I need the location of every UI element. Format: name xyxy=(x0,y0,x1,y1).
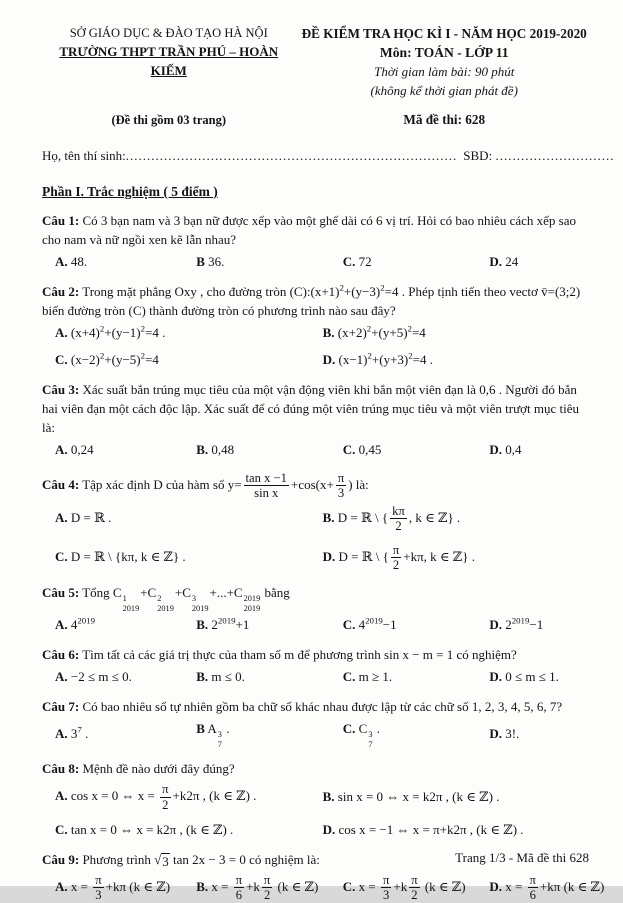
questions-list xyxy=(42,212,605,903)
math-sqrt xyxy=(154,853,170,870)
option-key: A. xyxy=(55,254,68,270)
math-den: 2 xyxy=(263,888,271,903)
question-options xyxy=(42,872,605,903)
question-body: Mệnh đề nào dưới đây đúng? xyxy=(82,761,235,777)
math-ssub: 2019 xyxy=(191,603,209,613)
math-ssup: 3 xyxy=(191,594,197,604)
question xyxy=(42,698,593,750)
answer-option-a xyxy=(55,668,192,687)
math-frac xyxy=(234,873,244,903)
school-name: TRƯỜNG THPT TRẦN PHÚ – HOÀN KIẾM xyxy=(59,44,279,78)
candidate-name-dots: .............................................................................. xyxy=(125,147,458,163)
option-key: D. xyxy=(322,548,336,564)
answer-option-d xyxy=(489,873,605,903)
answer-option-d xyxy=(323,543,597,573)
exam-code: Mã đề thi: 628 xyxy=(403,111,486,127)
question xyxy=(42,760,593,840)
option-text: −2 ≤ m ≤ 0. xyxy=(70,668,132,684)
exam-duration: Thời gian làm bài: 90 phút xyxy=(374,63,515,79)
option-key: C. xyxy=(342,878,356,894)
answer-option-a xyxy=(55,873,192,903)
math-frac xyxy=(93,873,103,903)
option-key: D. xyxy=(322,822,336,838)
question xyxy=(42,283,593,370)
answer-option-a xyxy=(55,253,192,272)
answer-option-c xyxy=(55,351,319,370)
option-text: D = ℝ \ { $\frac{\pi}{2}$ +kπ, k ∈ ℤ} . xyxy=(338,542,475,573)
answer-option-b xyxy=(196,616,339,635)
option-text: 36. xyxy=(208,254,225,270)
math-frac xyxy=(409,873,419,903)
option-text: 3!. xyxy=(505,726,520,742)
answer-option-d xyxy=(489,253,605,272)
option-key: C. xyxy=(55,352,68,368)
option-text: $4^{2019}$ xyxy=(70,615,96,633)
math-sup: 2019 xyxy=(217,615,236,626)
question-body: Trong mặt phẳng Oxy , cho đường tròn $(C):(x+1)^2+(y-3)^2=4$ . Phép tịnh tiến theo vectơ v̄=(3;2) biến đường tròn (C) thành đường tròn có phương trình nào sau đây? xyxy=(42,282,581,318)
question-body: Tập xác định D của hàm số y= $\frac{\text{tan x −1}}{\text{sin x}}$ +cos(x+ $\frac{\pi}{3}$ ) là: xyxy=(82,470,369,501)
math-ssub: 7 xyxy=(368,739,373,749)
option-key: C. xyxy=(342,441,356,457)
math-sup: 2 xyxy=(140,323,146,334)
option-key: A. xyxy=(55,617,68,633)
question-body: Xác suất bắn trúng mục tiêu của một vận động viên khi bắn một viên đạn là 0,6 . Người đó bắn hai viên đạn một cách độc lập. Xác suất để có đúng một viên trúng mục tiêu và một viên trượt mục tiêu là: xyxy=(42,382,580,435)
math-sup: 2 xyxy=(407,323,412,334)
question-text xyxy=(42,212,593,250)
question-label: Câu 7: xyxy=(42,698,80,714)
question-text xyxy=(42,646,593,665)
math-supsub xyxy=(192,594,209,613)
answer-option-d xyxy=(489,668,605,687)
option-key: D. xyxy=(322,352,336,368)
option-text: 0,48 xyxy=(211,441,235,457)
math-num: π xyxy=(392,542,400,557)
question xyxy=(42,646,593,687)
option-key: A. xyxy=(55,726,68,742)
math-supsub xyxy=(218,730,222,749)
math-den: 3 xyxy=(337,486,345,501)
option-text: cos x = 0 ⇔ x = $\frac{\pi}{2}$ +k2π , (k ∈ ℤ) . xyxy=(70,782,257,812)
math-frac xyxy=(336,471,346,501)
math-frac xyxy=(390,504,407,534)
option-key: D. xyxy=(489,441,502,457)
answer-option-b xyxy=(196,668,339,687)
answer-option-c xyxy=(343,873,486,903)
option-text: D = ℝ \ {kπ, k ∈ ℤ} . xyxy=(70,549,186,565)
option-text: x = $\frac{\pi}{3}$ +kπ (k ∈ ℤ) xyxy=(70,872,171,903)
math-den: 2 xyxy=(395,519,402,534)
math-sup: 2 xyxy=(99,351,105,362)
question-options xyxy=(42,668,593,687)
math-frac xyxy=(262,873,272,903)
math-ssup: 2 xyxy=(157,594,162,604)
answer-option-d xyxy=(489,725,605,744)
option-text: 0,45 xyxy=(358,441,382,457)
option-text: $(x-2)^2+(y-5)^2=4$ xyxy=(70,351,159,368)
math-sup: 2019 xyxy=(77,615,96,626)
option-text: m ≤ 0. xyxy=(211,668,245,684)
option-key: A. xyxy=(55,324,68,340)
candidate-name-label: Họ, tên thí sinh: xyxy=(42,147,126,163)
option-text: $(x-1)^2+(y+3)^2=4$ . xyxy=(338,351,434,368)
option-text: tan x = 0 ⇔ x = k2π , (k ∈ ℤ) . xyxy=(70,822,234,838)
answer-option-b xyxy=(196,441,339,460)
math-ssub: 7 xyxy=(217,739,222,749)
math-ssup: 3 xyxy=(368,730,373,740)
pages-note: (Đề thi gồm 03 trang) xyxy=(111,112,227,127)
answer-option-c xyxy=(343,441,486,460)
question-label: Câu 3: xyxy=(42,382,80,398)
option-key: C. xyxy=(342,617,356,633)
math-den: 3 xyxy=(383,888,390,903)
option-key: D. xyxy=(489,878,502,894)
question-body: Có 3 bạn nam và 3 bạn nữ được xếp vào một ghế dài có 6 vị trí. Hỏi có bao nhiêu cách xếp sao cho nam và nữ ngồi xen kẽ lẫn nhau? xyxy=(42,213,576,248)
math-frac xyxy=(160,782,170,812)
math-frac xyxy=(244,471,289,501)
section-title: Phần I. Trắc nghiệm ( 5 điểm ) xyxy=(42,183,218,199)
answer-option-c xyxy=(343,616,486,635)
sbd-dots: ............................ xyxy=(495,147,615,163)
exam-header xyxy=(42,24,593,129)
math-den: sin x xyxy=(254,486,279,501)
question-text xyxy=(42,283,593,321)
option-key: A. xyxy=(55,441,68,457)
question xyxy=(42,584,593,636)
question-body: Tổng C 1 2019 +C 2 2019 +C 3 2019 +...+C 2019 2019 bằng xyxy=(82,584,290,613)
answer-option-b xyxy=(196,873,339,903)
question-body: Có bao nhiêu số tự nhiên gồm ba chữ số khác nhau được lập từ các chữ số 1, 2, 3, 4, 5, 6, 7? xyxy=(82,698,563,714)
option-text: x = $\frac{\pi}{3}$ +k $\frac{\pi}{2}$ (k ∈ ℤ) xyxy=(358,872,466,903)
answer-option-b xyxy=(323,504,597,534)
header-school-block xyxy=(42,24,295,129)
option-key: D. xyxy=(489,726,502,742)
math-num: π xyxy=(382,872,390,887)
option-key: C. xyxy=(55,549,68,565)
option-text: x = $\frac{\pi}{6}$ +kπ (k ∈ ℤ) xyxy=(505,872,605,903)
option-text: A 3 7 . xyxy=(207,720,230,749)
math-den: 3 xyxy=(95,888,102,903)
option-text: 0 ≤ m ≤ 1. xyxy=(505,668,559,684)
math-num: π xyxy=(162,782,169,797)
option-key: D. xyxy=(489,254,502,270)
option-text: $(x+2)^2+(y+5)^2=4$ xyxy=(337,323,426,340)
math-num: tan x −1 xyxy=(245,470,287,485)
option-text: $(x+4)^2+(y-1)^2=4$ . xyxy=(70,323,166,340)
option-key: D. xyxy=(489,617,502,633)
math-supsub xyxy=(368,730,372,749)
question-label: Câu 6: xyxy=(42,647,80,663)
answer-option-c xyxy=(343,668,486,687)
question-options xyxy=(42,504,593,573)
question xyxy=(42,381,593,459)
math-ssup: 3 xyxy=(217,730,222,740)
option-text: D = ℝ \ { $\frac{k\pi}{2}$ , k ∈ ℤ} . xyxy=(337,503,461,534)
math-frac xyxy=(381,873,391,903)
math-sup: 2 xyxy=(140,351,146,362)
math-ssup: 2019 xyxy=(243,594,261,604)
question-label: Câu 1: xyxy=(42,213,80,229)
question xyxy=(42,471,593,573)
math-supsub xyxy=(157,594,174,613)
option-key: B xyxy=(196,720,205,736)
math-num: π xyxy=(529,872,536,887)
exam-subject: Môn: TOÁN - LỚP 11 xyxy=(379,45,509,61)
math-sup: 2 xyxy=(367,351,372,362)
answer-option-d xyxy=(489,441,605,460)
option-key: A. xyxy=(55,878,68,894)
option-key: B. xyxy=(196,668,209,684)
option-text: 0,4 xyxy=(505,441,522,457)
option-text: x = $\frac{\pi}{6}$ +k $\frac{\pi}{2}$ (k ∈ ℤ) xyxy=(211,872,319,903)
question-options xyxy=(42,441,593,460)
answer-option-b xyxy=(323,788,597,807)
option-text: 24 xyxy=(505,254,519,270)
answer-option-a xyxy=(55,616,192,635)
question-text xyxy=(42,584,593,614)
math-den: 2 xyxy=(411,888,418,903)
math-ssub: 2019 xyxy=(157,603,174,613)
question-text xyxy=(42,471,593,501)
option-key: B. xyxy=(322,324,335,340)
answer-option-d xyxy=(489,616,605,635)
question-options xyxy=(42,720,593,750)
department-name: SỞ GIÁO DỤC & ĐÀO TẠO HÀ NỘI xyxy=(69,26,268,40)
answer-option-c xyxy=(55,548,319,567)
question-body: Tìm tất cả các giá trị thực của tham số m để phương trình sin x − m = 1 có nghiệm? xyxy=(82,647,517,663)
question-label: Câu 9: xyxy=(42,852,80,867)
math-radicand: 3 xyxy=(162,854,169,869)
question xyxy=(42,212,593,272)
question-label: Câu 2: xyxy=(42,283,80,299)
question-label: Câu 8: xyxy=(42,761,80,777)
option-key: B. xyxy=(322,509,335,525)
option-text: C 3 7 . xyxy=(358,720,380,749)
answer-option-b xyxy=(196,253,339,272)
option-text: m ≥ 1. xyxy=(358,668,393,684)
option-key: A. xyxy=(55,788,68,804)
question-label: Câu 4: xyxy=(42,476,80,492)
header-exam-block xyxy=(295,24,593,129)
answer-option-a xyxy=(55,725,192,744)
math-sup: 7 xyxy=(77,724,82,735)
answer-option-b xyxy=(323,324,597,343)
math-num: π xyxy=(337,470,345,485)
candidate-line xyxy=(42,147,615,166)
option-text: $3^7$ . xyxy=(70,724,89,742)
answer-option-a xyxy=(55,782,319,812)
answer-option-d xyxy=(323,821,597,840)
option-key: B. xyxy=(196,441,209,457)
math-radical: √ xyxy=(154,852,162,867)
option-text: $4^{2019}-1$ xyxy=(358,615,397,633)
math-sup: 2 xyxy=(99,323,105,334)
math-ssub: 2019 xyxy=(122,603,140,613)
option-key: D. xyxy=(489,668,502,684)
sbd-label: SBD: xyxy=(463,147,493,163)
math-den: 6 xyxy=(235,888,243,903)
exam-duration-note: (không kể thời gian phát đề) xyxy=(370,82,518,98)
math-frac xyxy=(391,543,401,573)
math-den: 6 xyxy=(529,888,536,903)
math-sup: 2 xyxy=(408,351,413,362)
math-ssup: 1 xyxy=(122,594,127,604)
option-text: 72 xyxy=(358,254,372,270)
math-num: π xyxy=(411,872,418,887)
option-text: D = ℝ . xyxy=(70,510,112,526)
option-key: B xyxy=(196,254,205,270)
option-text: $2^{2019}+1$ xyxy=(211,615,250,633)
answer-option-b xyxy=(196,720,339,750)
math-num: kπ xyxy=(392,503,405,518)
question-options xyxy=(42,253,593,272)
answer-option-d xyxy=(323,351,597,370)
question-options xyxy=(42,616,593,635)
option-key: C. xyxy=(55,822,68,838)
option-key: A. xyxy=(55,510,68,526)
exam-title: ĐỀ KIỂM TRA HỌC KÌ I - NĂM HỌC 2019-2020 xyxy=(301,26,587,41)
option-key: B. xyxy=(196,878,209,894)
page-footer: Trang 1/3 - Mã đề thi 628 xyxy=(455,850,589,866)
math-num: π xyxy=(263,872,271,887)
answer-option-c xyxy=(343,253,486,272)
math-num: π xyxy=(95,872,102,887)
option-key: C. xyxy=(342,720,356,736)
math-sup: 2 xyxy=(339,282,344,293)
question-text xyxy=(42,760,593,779)
option-text: 48. xyxy=(70,254,88,270)
question-text xyxy=(42,381,593,438)
math-sup: 2019 xyxy=(365,615,383,626)
question-options xyxy=(42,782,593,840)
math-ssub: 2019 xyxy=(243,603,261,613)
answer-option-a xyxy=(55,441,192,460)
math-sup: 2019 xyxy=(511,615,530,626)
question-body: Phương trình √ 3 tan 2x − 3 = 0 có nghiệm là: xyxy=(82,852,320,869)
math-num: π xyxy=(235,872,243,887)
option-key: B. xyxy=(322,788,335,804)
question-text xyxy=(42,698,593,717)
math-den: 2 xyxy=(392,558,400,573)
option-key: B. xyxy=(196,617,209,633)
option-text: cos x = −1 ⇔ x = π+k2π , (k ∈ ℤ) . xyxy=(338,822,524,838)
option-text: $2^{2019}-1$ xyxy=(505,615,544,633)
answer-option-c xyxy=(55,821,319,840)
option-key: C. xyxy=(342,254,356,270)
math-sup: 2 xyxy=(366,323,372,334)
answer-option-a xyxy=(55,509,319,528)
answer-option-c xyxy=(343,720,486,750)
answer-option-a xyxy=(55,324,319,343)
math-den: 2 xyxy=(162,797,169,812)
option-text: 0,24 xyxy=(70,441,94,457)
math-frac xyxy=(528,873,538,903)
option-key: C. xyxy=(342,668,356,684)
option-text: sin x = 0 ⇔ x = k2π , (k ∈ ℤ) . xyxy=(337,788,500,804)
question-options xyxy=(42,324,593,371)
question-label: Câu 5: xyxy=(42,584,80,600)
math-sup: 2 xyxy=(380,282,385,293)
math-supsub xyxy=(123,594,140,613)
math-supsub xyxy=(244,594,261,613)
option-key: A. xyxy=(55,668,68,684)
